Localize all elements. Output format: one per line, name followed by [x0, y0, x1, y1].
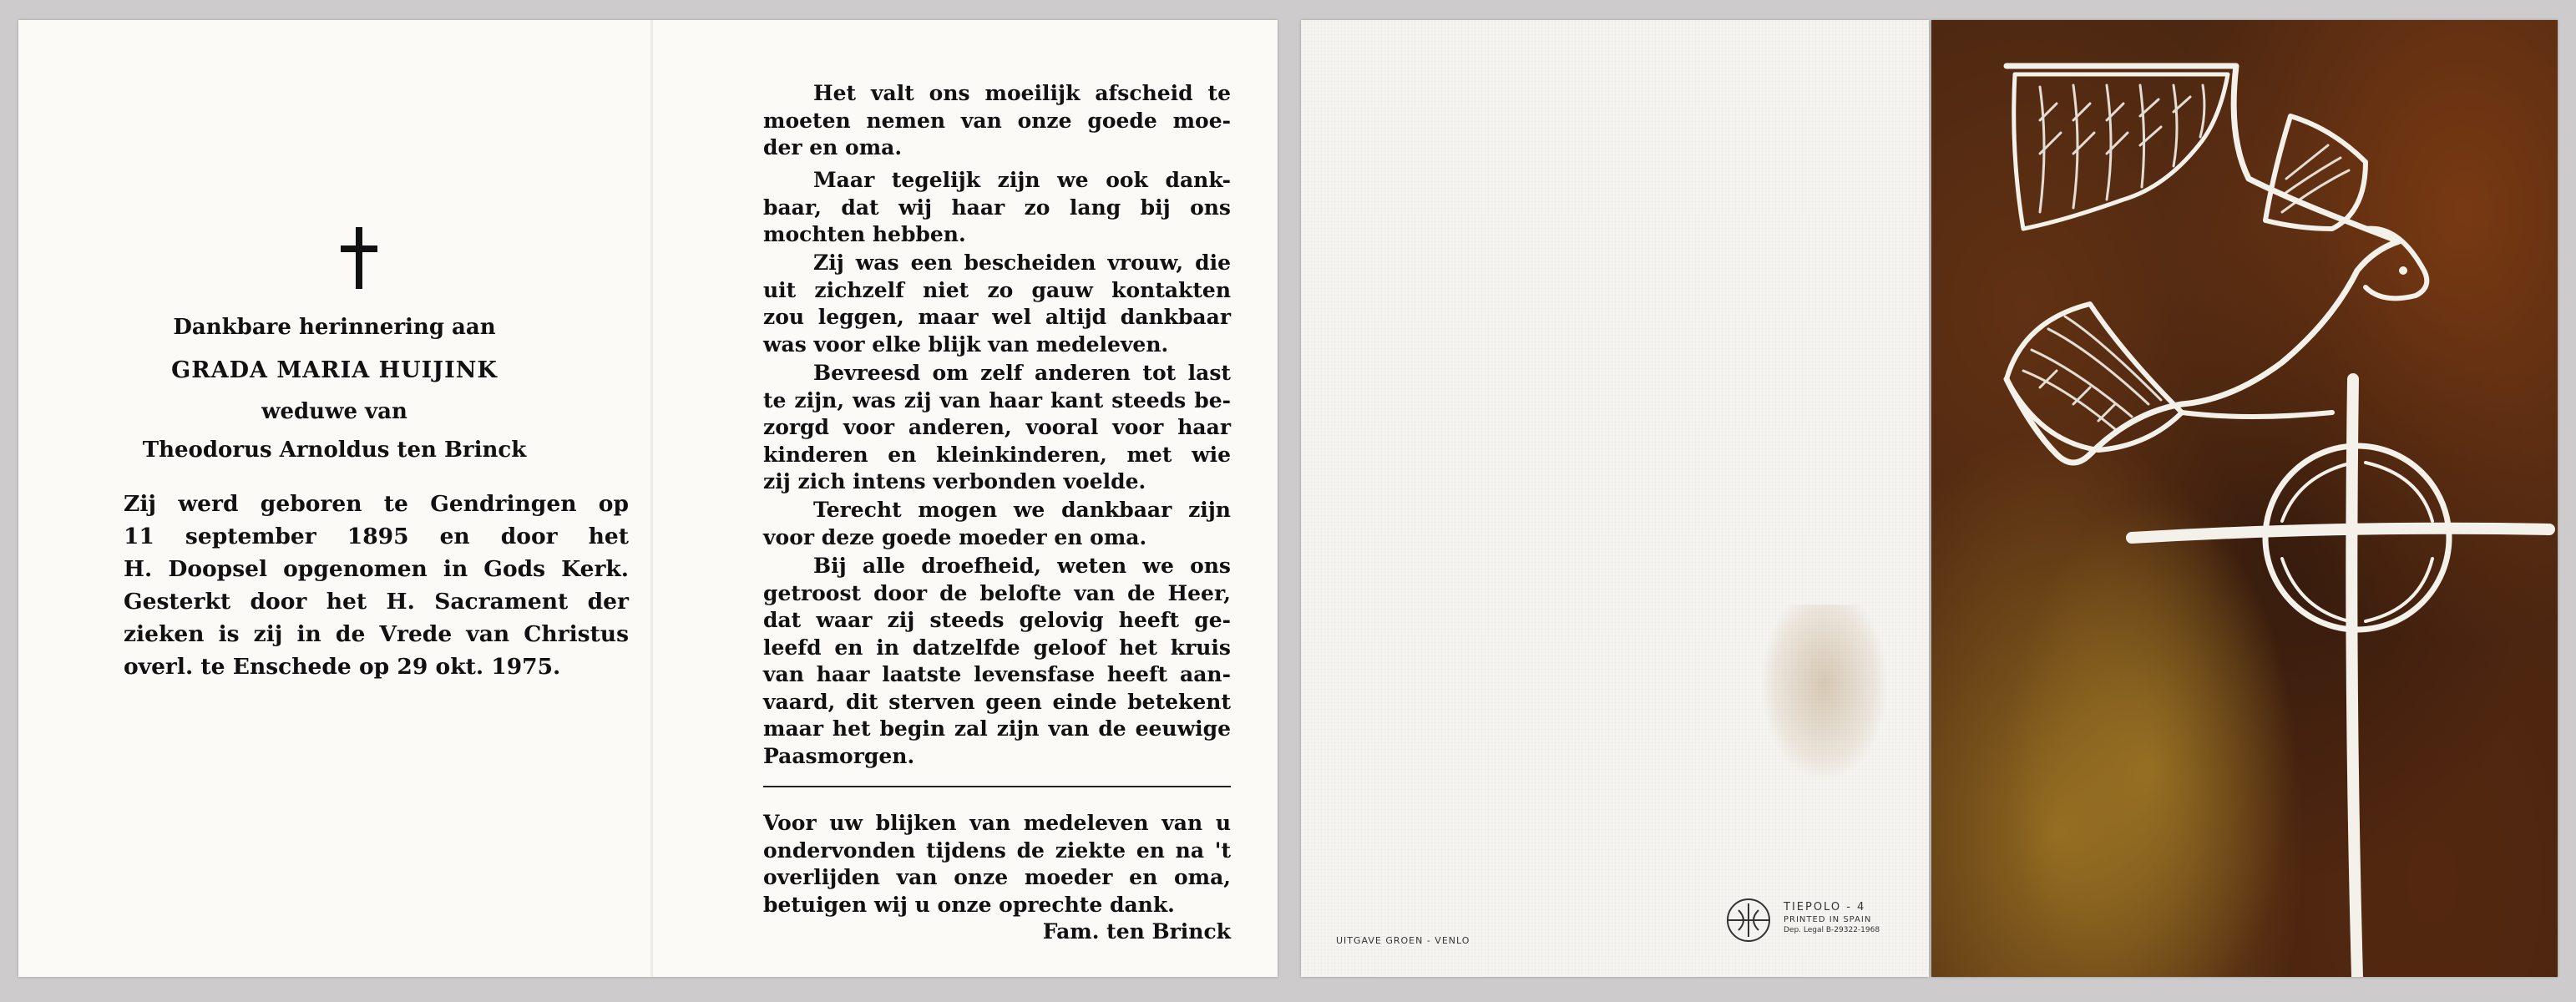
legal-deposit-label: Dep. Legal B-29322-1968	[1784, 926, 1880, 934]
bio-line: overl. te Enschede op 29 okt. 1975.	[124, 654, 561, 680]
bio-line: H. Doopsel opgenomen in Gods Kerk.	[124, 556, 629, 582]
paragraph-line: Het valt ons moeilijk afscheid te	[813, 81, 1231, 105]
dove-upper-wing	[2014, 74, 2228, 229]
memorial-card-inside	[18, 20, 1278, 977]
paragraph	[763, 553, 1231, 770]
series-label: TIEPOLO - 4	[1784, 901, 1866, 913]
paragraph-line: moeten nemen van onze goede moe-	[763, 108, 1231, 133]
paragraph-line: kinderen en kleinkinderen, met wie	[763, 442, 1231, 467]
paragraph-line: was voor elke blijk van medeleven.	[763, 331, 1169, 357]
card-text-page	[653, 20, 1278, 977]
paragraph-line: mochten hebben.	[763, 222, 966, 246]
dove-tail	[2182, 412, 2332, 417]
paragraph-line: van haar laatste levensfase heeft aan-	[763, 662, 1231, 686]
printer-info	[1784, 901, 1880, 934]
thanks-line: ondervonden tijdens de ziekte en na 't	[763, 838, 1231, 863]
paragraph-line: leefd en in datzelfde geloof het kruis	[763, 635, 1231, 660]
divider-line	[763, 786, 1231, 787]
deceased-name: GRADA MARIA HUIJINK	[171, 357, 498, 383]
dove-eye	[2399, 266, 2407, 275]
paragraph	[763, 360, 1231, 496]
publisher-text: UITGAVE GROEN - VENLO	[1336, 935, 1470, 946]
paragraph	[763, 167, 1231, 249]
paragraph-line: der en oma.	[763, 135, 903, 159]
thanks-line: betuigen wij u onze oprechte dank.	[763, 892, 1175, 917]
bio-line: 11 september 1895 en door het	[124, 524, 629, 549]
paragraph-line: zou leggen, maar wel altijd dankbaar	[763, 305, 1231, 329]
paragraph-line: vaard, dit sterven geen einde betekent	[763, 689, 1231, 714]
printed-in-label: PRINTED IN SPAIN	[1784, 915, 1872, 924]
paragraph-line: uit zichzelf niet zo gauw kontakten	[763, 277, 1231, 302]
dove-and-cross-illustration	[1931, 20, 2558, 977]
thanks-line: overlijden van onze moeder en oma,	[763, 865, 1231, 889]
bio-line: Gesterkt door het H. Sacrament der	[124, 589, 629, 615]
paragraph	[763, 80, 1231, 162]
thanks-line: Voor uw blijken van medeleven van u	[763, 811, 1231, 835]
paragraph-line: voor deze goede moeder en oma.	[763, 524, 1147, 549]
spouse-name: Theodorus Arnoldus ten Brinck	[142, 438, 527, 463]
paragraph-line: Terecht mogen we dankbaar zijn	[813, 498, 1231, 522]
family-signature: Fam. ten Brinck	[1042, 919, 1231, 944]
dove-head	[2366, 229, 2427, 299]
paragraph	[763, 250, 1231, 358]
paragraph-line: te zijn, was zij van haar kant steeds be-	[763, 387, 1231, 412]
paragraph-line: dat waar zij steeds gelovig heeft ge-	[763, 608, 1231, 632]
card-front-page	[18, 20, 650, 977]
cross-icon	[338, 227, 380, 289]
paragraph-line: getroost door de belofte van de Heer,	[763, 580, 1231, 605]
thanks-paragraph	[763, 810, 1231, 918]
heading-text: Dankbare herinnering aan	[173, 315, 496, 340]
bio-line: zieken is zij in de Vrede van Christus	[124, 621, 629, 647]
paragraph-line: baar, dat wij haar zo lang bij ons	[763, 195, 1231, 220]
paragraph-line: Bij alle droefheid, weten we ons	[813, 554, 1231, 578]
paragraph-line: Maar tegelijk zijn we ook dank-	[813, 168, 1231, 192]
paragraph-line: Paasmorgen.	[763, 743, 915, 768]
paragraph-line: Zij was een bescheiden vrouw, die	[813, 250, 1231, 275]
card-back-page	[1301, 20, 1929, 977]
card-cover-page	[1931, 20, 2558, 977]
paragraph-line: zij zich intens verbonden voelde.	[763, 469, 1146, 493]
relation-text: weduwe van	[261, 399, 407, 424]
paragraph	[763, 497, 1231, 551]
cross-vertical	[2351, 379, 2357, 977]
paragraph-line: maar het begin zal zijn van de eeuwige	[763, 716, 1231, 741]
bio-line: Zij werd geboren te Gendringen op	[124, 491, 629, 517]
paragraph-line: zorgd voor anderen, vooral voor haar	[763, 415, 1231, 439]
paper-stain	[1762, 605, 1887, 780]
memorial-card-outside	[1301, 20, 2558, 977]
biography-block	[124, 488, 629, 683]
paragraph-line: Bevreesd om zelf anderen tot last	[813, 361, 1231, 385]
cross-horizontal	[2132, 529, 2549, 538]
publisher-logo-icon	[1725, 897, 1772, 944]
